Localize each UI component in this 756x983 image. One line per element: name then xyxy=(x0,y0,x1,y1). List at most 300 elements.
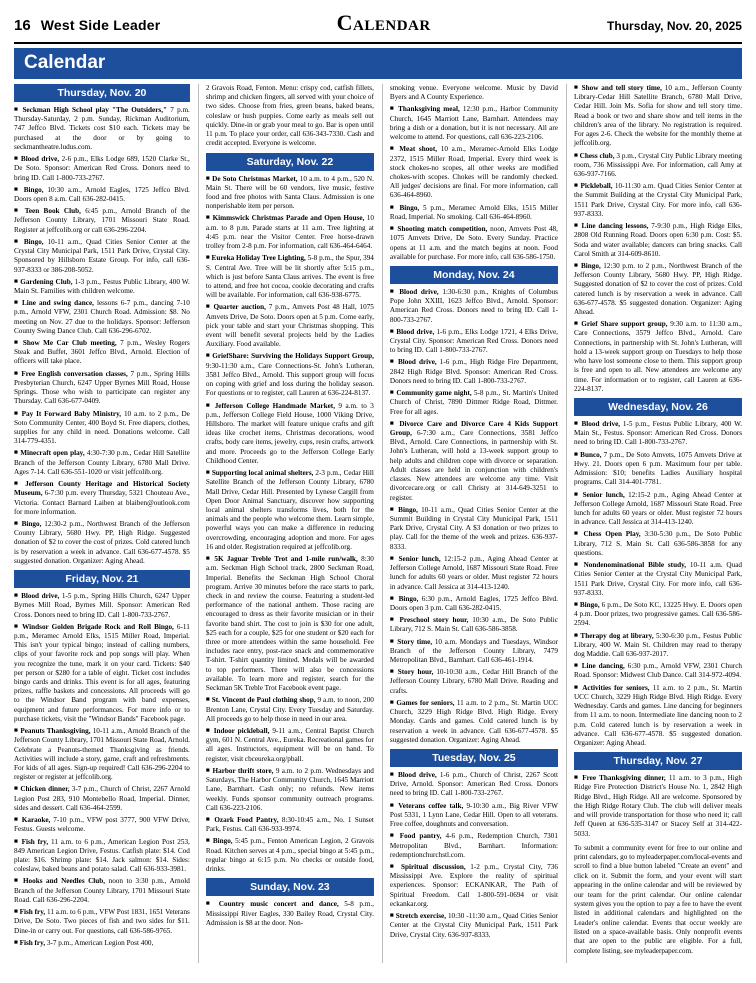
entry-title: Bingo, xyxy=(580,261,601,270)
entry-body: 7 p.m., De Soto Amvets, 1075 Amvets Drive at Hwy. 21. Doors open 6 p.m. Maximum four per table. Admission: $10; benefits Ladies Auxiliary hospital programs. Call 314-401-7781. xyxy=(573,450,742,487)
square-bullet-icon: ■ xyxy=(205,254,212,262)
entry-title: Chicken dinner, xyxy=(20,785,70,794)
column-container xyxy=(14,84,742,963)
entry-title: Blood drive, xyxy=(399,287,439,296)
square-bullet-icon: ■ xyxy=(14,409,22,417)
entry-body: 1-5 p.m., Festus Public Library, 400 W. Main St., Festus. Sponsor: American Red Cross. Donors need to bring ID. Call 1-800-733-2767. xyxy=(573,420,742,447)
calendar-entry xyxy=(574,530,742,558)
square-bullet-icon: ■ xyxy=(14,908,20,916)
square-bullet-icon: ■ xyxy=(14,592,22,600)
entry-title: Bingo, xyxy=(398,594,419,603)
square-bullet-icon: ■ xyxy=(389,668,398,676)
entry-body: 10 a.m. to 8 p.m. Parade starts at 11 a.m. Tree lighting at 4:45 p.m. near the Visitor Center. Free horse-drawn trolley from 2-8 p.m. For information, call 636-464-6464. xyxy=(205,214,374,251)
entry-title: Thanksgiving meal, xyxy=(398,105,460,114)
calendar-entry xyxy=(14,520,190,566)
entry-body: 6 p.m., De Soto KC, 13225 Hwy. E. Doors open 4 p.m. Door prizes, two progressive games. Call 636-586-2594. xyxy=(573,600,742,628)
day-heading: Friday, Nov. 21 xyxy=(14,570,190,588)
day-heading: Thursday, Nov. 20 xyxy=(14,84,190,102)
square-bullet-icon: ■ xyxy=(389,203,400,211)
square-bullet-icon: ■ xyxy=(573,600,580,608)
square-bullet-icon: ■ xyxy=(389,637,398,645)
square-bullet-icon: ■ xyxy=(205,469,212,477)
entry-title: Preschool story hour, xyxy=(399,616,469,625)
calendar-entry xyxy=(14,785,190,813)
calendar-entry xyxy=(390,288,558,325)
entry-body: 3 p.m., Crystal City Public Library meeting room, 736 Mississippi Ave. For information, call Amy at 636-937-7166. xyxy=(573,151,742,178)
calendar-entry xyxy=(14,816,190,834)
calendar-entry xyxy=(390,638,558,666)
entry-title: Bunco, xyxy=(580,450,602,459)
entry-body: 9 a.m. to 2 p.m. Wednesdays and Saturdays, The Harbor Community Church, 1645 Marriott Lane, Barnhart. Cash only; no refunds. New items weekly. Funds sponsor community outreach programs. Call 636-223-2106. xyxy=(205,766,374,812)
calendar-entry xyxy=(574,491,742,528)
calendar-entry xyxy=(390,225,558,262)
entry-title: GriefShare: Surviving the Holidays Support Group, xyxy=(212,352,374,361)
calendar-entry xyxy=(14,106,190,152)
calendar-entry xyxy=(390,699,558,745)
square-bullet-icon: ■ xyxy=(205,837,213,845)
square-bullet-icon: ■ xyxy=(14,369,22,377)
entry-body: 7 p.m., Wesley Rogers Steak and Buffet, 3601 Jeffco Blvd., Arnold. Election of officers will take place. xyxy=(14,339,190,366)
entry-title: Bingo, xyxy=(579,600,600,609)
entry-title: Senior lunch, xyxy=(582,490,625,499)
entry-body: 1-3 p.m., Festus Public Library, 400 W. Main St. Families with children welcome. xyxy=(14,277,190,295)
square-bullet-icon: ■ xyxy=(573,151,580,159)
square-bullet-icon: ■ xyxy=(14,837,22,845)
calendar-entry xyxy=(206,727,374,764)
entry-body: 4:30-7:30 p.m., Cedar Hill Satellite Branch of the Jefferson County Library, 6780 Mall Drive. Ages 7-14. Call 636-551-1020 or visit jeffcolib.org. xyxy=(14,449,190,476)
day-heading: Saturday, Nov. 22 xyxy=(206,153,374,171)
entry-body: 5:30-6:30 p.m., Festus Public Library, 400 W. Main St. Children may read to therapy dog Maddie. Call 636-937-2017. xyxy=(573,631,742,659)
calendar-entry xyxy=(206,175,374,212)
square-bullet-icon: ■ xyxy=(573,182,581,190)
calendar-column xyxy=(14,84,190,963)
square-bullet-icon: ■ xyxy=(389,358,398,366)
entry-body: noon to 3:30 p.m., Arnold Branch of the Jefferson County Library, 1701 Missouri State Road. Call 636-296-2204. xyxy=(14,877,190,904)
day-heading: Monday, Nov. 24 xyxy=(390,266,558,284)
entry-title: Blood drive, xyxy=(397,358,437,367)
entry-title: Ozark Food Pantry, xyxy=(214,815,279,824)
entry-body: 2 Gravois Road, Fenton. Menu: crispy cod, catfish fillets, shrimp and chicken fingers, all served with your choice of two sides. Choose from fries, green beans, baked beans, coleslaw or hush puppies. Come early as meals sell out quickly. Dine-in or grab your meal to go. Bar is open until 11 p.m. To place your order, call 636-343-7330. Cash and credit accepted. Everyone is welcome. xyxy=(205,84,374,148)
entry-title: Nondenominational Bible study, xyxy=(583,561,687,570)
square-bullet-icon: ■ xyxy=(573,490,583,498)
calendar-entry xyxy=(390,832,558,860)
square-bullet-icon: ■ xyxy=(14,519,22,527)
day-heading: Tuesday, Nov. 25 xyxy=(390,749,558,767)
calendar-entry xyxy=(206,84,374,149)
entry-body: 10-11 a.m., Quad Cities Senior Center at the Summit Building in Crystal City Municipal Park, 1511 Park Drive, Crystal City. A $3 donation or two prizes to play. Call for the theme of the week and prizes. 636-937-8333. xyxy=(389,505,558,551)
calendar-entry xyxy=(390,616,558,634)
entry-body: 9-10:30 a.m., Big River VFW Post 5331, 1 Lynn Lane, Cedar Hill. Open to all veterans. Free coffee, doughnuts and conversation. xyxy=(389,801,558,829)
entry-body: 9 a.m. to noon, 200 Brenton Lane, Crystal City. Every Tuesday and Saturday. All proceeds go to help those in need in our area. xyxy=(205,696,374,723)
entry-body: 7-10 p.m., VFW post 3777, 900 VFW Drive, Festus. Guests welcome. xyxy=(14,816,190,834)
entry-body: 7 p.m. Thursday-Saturday, 2 p.m. Sunday, Rickman Auditorium, 747 Jeffco Blvd. Tickets cost $10 each. Tickets may be purchased at the door or by going to seckmantheatre.ludus.com. xyxy=(14,106,190,151)
calendar-entry xyxy=(14,410,190,447)
calendar-entry xyxy=(206,469,374,552)
calendar-entry xyxy=(390,802,558,830)
square-bullet-icon: ■ xyxy=(14,449,21,457)
entry-title: Spiritual discussion, xyxy=(401,862,466,871)
calendar-column xyxy=(566,84,742,963)
day-heading: Wednesday, Nov. 26 xyxy=(574,398,742,416)
calendar-entry xyxy=(14,908,190,936)
square-bullet-icon: ■ xyxy=(14,727,21,735)
square-bullet-icon: ■ xyxy=(573,561,584,569)
section-heading: Calendar xyxy=(336,10,431,35)
calendar-entry xyxy=(14,186,190,204)
square-bullet-icon: ■ xyxy=(205,766,213,774)
calendar-entry xyxy=(14,207,190,235)
entry-title: Kimmswick Christmas Parade and Open House, xyxy=(212,214,365,223)
square-bullet-icon: ■ xyxy=(205,214,213,222)
calendar-entry xyxy=(14,155,190,183)
entry-title: Bingo, xyxy=(212,837,233,846)
entry-body: 8:30 a.m. Seckman High School track, 2800 Seckman Road, Imperial. Benefits the Seckman High School Choral program. Arrive 30 minutes before the race starts to park, check in and review the course. Featuring a student-led performance of the national anthem. Those racing are encouraged to dress as their favorite musician or in their favorite band shirt. The cost to join is $30 for one adult, $25 each for a couple, $25 for one student or $20 each for three or more attendees within the same household. Fee includes race entry, post-race snack and commemorative T-shirt. T-shirt quantity limited. Medals will be awarded to top performers. There will also be concessions available. To learn more and register, search for the Seckman 5K Treble Trot Facebook event page. xyxy=(205,555,374,693)
square-bullet-icon: ■ xyxy=(389,771,398,778)
paper-name: West Side Leader xyxy=(40,17,161,33)
entry-title: Veterans coffee talk, xyxy=(398,801,464,810)
entry-body: 11 a.m. to 6 p.m., VFW Post 1831, 1651 Veterans Drive, De Soto. Two pieces of fish and two sides for $11. Dine-in or carry out. For questions, call 636-586-9765. xyxy=(14,908,190,935)
calendar-entry xyxy=(14,939,190,948)
entry-title: Chess club, xyxy=(579,151,615,160)
square-bullet-icon: ■ xyxy=(389,801,399,809)
calendar-entry xyxy=(574,632,742,660)
square-bullet-icon: ■ xyxy=(205,727,214,734)
calendar-entry xyxy=(574,262,742,317)
square-bullet-icon: ■ xyxy=(389,145,400,153)
entry-body: 2-6 p.m., Elks Lodge 689, 1520 Clarke St., De Soto. Sponsor: American Red Cross. Donors need to bring ID. Call 1-800-733-2767. xyxy=(14,155,190,182)
calendar-entry xyxy=(390,420,558,503)
entry-title: St. Vincent de Paul clothing shop, xyxy=(211,696,316,705)
calendar-entry xyxy=(206,303,374,349)
square-bullet-icon: ■ xyxy=(573,683,583,691)
square-bullet-icon: ■ xyxy=(14,237,24,245)
entry-title: Jefferson College Handmade Market, xyxy=(214,401,335,410)
entry-title: Senior lunch, xyxy=(398,554,441,563)
entry-body: 9:30 a.m. to 11:30 a.m., Care Connections, 3579 Jeffco Blvd., Arnold. Care Connections, in partnership with St. John's Lutheran, will hold a 13-week support group on Tuesdays to help those who have lost someone close to them. This support group is free and open to all. New attendees are welcome any time. For information or to register, call Lauren at 636-224-8137. xyxy=(573,320,742,393)
entry-title: Pickleball, xyxy=(580,182,613,191)
square-bullet-icon: ■ xyxy=(14,185,24,193)
entry-title: Divorce Care and Divorce Care 4 Kids Support Group, xyxy=(389,419,558,437)
square-bullet-icon: ■ xyxy=(14,207,25,215)
entry-title: Stretch exercise, xyxy=(395,912,446,921)
entry-title: Jefferson County Heritage and Historical Society Museum, xyxy=(14,480,190,498)
square-bullet-icon: ■ xyxy=(14,339,23,347)
entry-title: Teen Book Club, xyxy=(24,207,81,216)
issue-date: Thursday, Nov. 20, 2025 xyxy=(607,19,742,33)
square-bullet-icon: ■ xyxy=(14,816,22,824)
entry-body: 1:30-6:30 p.m., Knights of Columbus Pope John XXIII, 1623 Jeffco Blvd., Arnold. Sponsor: American Red Cross. Donors need to bring ID. Call 1-800-733-2767. xyxy=(389,287,558,324)
calendar-entry xyxy=(14,877,190,905)
calendar-entry xyxy=(206,214,374,251)
calendar-column xyxy=(198,84,374,963)
entry-title: 5K Jaguar Treble Trot and 1-mile run/walk, xyxy=(214,555,358,564)
entry-body: 3:30-5:30 p.m., De Soto Public Library, 712 S. Main St. Call 636-586-3858 for any questions. xyxy=(573,530,742,557)
calendar-entry xyxy=(390,389,558,417)
square-bullet-icon: ■ xyxy=(14,480,26,488)
entry-body: 10-11 a.m. Quad Cities Senior Center at the Crystal City Municipal Park, 1511 Park Drive, Crystal City. For more info, call 636-937-8333. xyxy=(573,561,742,597)
masthead xyxy=(14,10,742,40)
entry-body: 12:15-2 p.m., Aging Ahead Center at Jefferson College Arnold, 1687 Missouri State Road. Free lunch for adults 60 years or older. Must register 72 hours in advance. Call Jessica at 314-413-1240. xyxy=(389,554,558,591)
entry-title: Meat shoot, xyxy=(399,145,438,154)
calendar-entry xyxy=(390,555,558,592)
calendar-entry xyxy=(574,420,742,448)
square-bullet-icon: ■ xyxy=(389,616,400,624)
square-bullet-icon: ■ xyxy=(573,450,581,458)
entry-body: 7 p.m., Amvets Post 48 Hall, 1075 Amvets Drive, De Soto. Doors open at 5 p.m. Come early, pick your table and start your Christmas shopping. This event will benefit several projects held by the Ladies Auxiliary. Food available. xyxy=(205,303,374,349)
square-bullet-icon: ■ xyxy=(14,785,21,793)
entry-title: Windsor Golden Brigade Rock and Roll Bingo, xyxy=(22,622,174,631)
entry-title: Blood drive, xyxy=(397,771,437,779)
calendar-entry xyxy=(574,182,742,219)
entry-title: Seckman High School play "The Outsiders," xyxy=(22,106,168,114)
entry-body: 11 a.m. to 6 p.m., American Legion Post 253, 849 American Legion Drive, Festus. Catfish plate: $14. Cod plate: $16. Shrimp plate: $14. Jack salmon: $14. Sides: coleslaw, baked beans and potato salad. Call 636-933-3981. xyxy=(14,837,190,874)
calendar-entry xyxy=(574,320,742,394)
entry-title: Line and swing dance, xyxy=(21,299,94,308)
entry-body: 1-2 p.m., Crystal City, 736 Mississippi Ave. Explore the reality of spiritual experiences. Sponsor: ECKANKAR, The Path of Spiritual Freedom. Call 1-800-591-0694 or visit eckankar.org. xyxy=(389,862,558,908)
entry-body: 3-7 p.m., American Legion Post 400, xyxy=(45,938,154,947)
entry-body: 2-3 p.m., Cedar Hill Satellite Branch of the Jefferson County Library, 6780 Mall Drive, Cedar Hill. Presented by Lynese Cargill from Open Door Animal Sanctuary, discover how supporting local animal shelters transforms lives, both for the animals and the people who welcome them. Learn simple, powerful ways you can make a difference in reducing overcrowding, encouraging adoption and more. For ages 16 and older. Registration required at jeffcolib.org. xyxy=(205,469,374,551)
entry-body: 12:30-2 p.m., Northwest Branch of the Jefferson County Library, 5680 Hwy. PP, High Ridge. Suggested donation of $2 to cover the cost of prizes. Cold catered lunch is by reservation a week in advance. Call 636-677-4578. $5 suggested donation. Organizer: Aging Ahead. xyxy=(14,519,190,565)
entry-body: 6-11 p.m., Meramec Arnold Elks, 1515 Miller Road, Imperial. This isn't your typical bingo; instead of calling numbers, clips of your favorite rock and pop songs will play. When you recognize the tune, mark it on your card. Tickets: $40 per person or $280 for a table of eight. Ticket cost includes bingo cards and drinks. This event is for all ages, featuring prizes, raffle baskets and concessions. All proceeds will go to the Windsor Band program with band expenses, equipment and future performances. For more info or to purchase tickets, visit the "Windsor Bands" Facebook page. xyxy=(14,622,190,723)
calendar-entry xyxy=(574,152,742,180)
square-bullet-icon: ■ xyxy=(573,662,582,670)
calendar-entry xyxy=(14,339,190,367)
entry-body: 8:30-10:45 a.m., No. 1 Sunset Park, Festus. Call 636-933-9974. xyxy=(205,815,374,834)
entry-title: Country music concert and dance, xyxy=(218,900,339,909)
calendar-entry xyxy=(14,623,190,724)
entry-title: Games for seniors, xyxy=(396,698,455,707)
square-bullet-icon: ■ xyxy=(389,419,400,427)
square-bullet-icon: ■ xyxy=(14,622,23,630)
entry-body: 9-11 a.m., Central Baptist Church gym, 601 N. Central Ave., Eureka. Recreational games for all ages. Instructors, equipment will be on hand. To register, visit cbceureka.org/pball. xyxy=(205,727,374,763)
calendar-entry xyxy=(14,727,190,782)
entry-title: De Soto Christmas Market, xyxy=(212,174,298,183)
square-bullet-icon: ■ xyxy=(14,299,22,307)
square-bullet-icon: ■ xyxy=(205,401,215,409)
calendar-entry xyxy=(390,145,558,200)
entry-body: 1-5 p.m., Spring Hills Church, 6247 Upper Byrnes Mill Road, Byrnes Mill. Sponsor: American Red Cross. Donors need to bring ID. Call 1-800-733-2767. xyxy=(14,592,190,619)
entry-title: Blood drive, xyxy=(581,420,621,428)
square-bullet-icon: ■ xyxy=(573,320,582,328)
calendar-entry xyxy=(390,204,558,222)
square-bullet-icon: ■ xyxy=(205,174,213,182)
entry-body: To submit a community event for free to our online and print calendars, go to myleaderpaper.com/local-events and scroll to find a blue button labeled "Create an event" and click on it. Submit the form, and your event will start appearing in the online calendar and will be reviewed by our team for the print calendar. Our online calendar system gives you the option to pay a fee to have the event listed in additional calendars and highlighted on the Leader's online calendar. Events that occur weekly are listed on a space-available basis. Only nonprofit events that are open to the public are eligible. For a full, complete listing, see myleaderpaper.com. xyxy=(573,843,742,955)
calendar-entry xyxy=(206,555,374,693)
entry-body: 6:30 p.m., Arnold Eagles, 1725 Jeffco Blvd. Doors open 3 p.m. Call 636-282-0415. xyxy=(389,594,558,612)
calendar-entry xyxy=(206,837,374,874)
entry-body: 9:30-11:30 a.m., Care Connections-St. John's Lutheran, 3581 Jeffco Blvd., Arnold. This support group will focus on coping with grief and loss during the holiday season. For questions or to register, call Lauren at 636-224-8137. xyxy=(205,361,374,398)
square-bullet-icon: ■ xyxy=(573,530,584,538)
entry-body: 9 a.m. to 3 p.m., Jefferson College Field House, 1000 Viking Drive, Hillsboro. The market will feature unique crafts and gift ideas like crochet items, Christmas decorations, wood crafts, body care items, jewelry, cups, resin crafts, artwork and more. Proceeds go to the Jefferson College Early Childhood Center. xyxy=(205,401,374,465)
entry-body: 10:30 -11:30 a.m., Quad Cities Senior Center at the Crystal City Municipal Park, 1511 Park Drive, Crystal City. 636-937-8333. xyxy=(389,912,558,939)
entry-title: Blood drive, xyxy=(21,592,60,601)
banner-rule xyxy=(14,78,742,79)
square-bullet-icon: ■ xyxy=(389,698,397,706)
entry-body: 10-11 a.m., Quad Cities Senior Center at the Crystal City Municipal Park, 1511 Park Drive, Crystal City. Sponsored by Hillsboro Estate Group. For info, call 636-937-8333 or 386-208-5052. xyxy=(14,237,190,274)
calendar-entry xyxy=(574,774,742,839)
entry-body: noon, Amvets Post 48, 1075 Amvets Drive, De Soto. Every Sunday. Practice opens at 11 a.m. and the match begins at noon. Food available for purchase. For more info, call 636-586-1750. xyxy=(389,225,558,261)
calendar-entry xyxy=(206,816,374,834)
entry-title: Food pantry, xyxy=(399,832,442,841)
square-bullet-icon: ■ xyxy=(14,877,23,885)
entry-body: 6:30 p.m., Arnold VFW, 2301 Church Road. Sponsor: Midwest Club Dance. Call 314-972-4094. xyxy=(573,662,742,680)
entry-body: 3-7 p.m., Church of Christ, 2267 Arnold Legion Post 283, 910 Montebello Road, Imperial. Dinner, sides and dessert. Call 636-464-2599. xyxy=(14,785,190,812)
square-bullet-icon: ■ xyxy=(573,84,582,91)
entry-body: 10 a.m. to 4 p.m., 520 N. Main St. There will be 60 vendors, live music, festive food and free photos with Santa Claus. Admission is one nonperishable item per person. xyxy=(205,174,374,211)
entry-body: 5:45 p.m., Fenton American Legion, 2 Gravois Road. Kitchen serves at 4 p.m., special bingo at 5:45 p.m., regular bingo at 6:15 p.m. No checks or outside food, drinks. xyxy=(205,837,374,874)
entry-title: Fish fry, xyxy=(19,908,46,917)
calendar-entry xyxy=(390,771,558,799)
entry-title: Pay It Forward Baby Ministry, xyxy=(21,409,122,418)
entry-body: 1-6 p.m., Elks Lodge 1721, 4 Elks Drive, Crystal City. Sponsor: American Red Cross. Donors need to bring ID. Call 1-800-733-2767. xyxy=(389,327,558,355)
entry-body: 10:30 a.m., Arnold Eagles, 1725 Jeffco Blvd. Doors open 8 a.m. Call 636-282-0415. xyxy=(14,185,190,203)
entry-title: Story time, xyxy=(397,637,433,646)
calendar-entry xyxy=(206,352,374,398)
calendar-entry xyxy=(390,105,558,142)
entry-body: smoking venue. Everyone welcome. Music by David Byers and A County Experience. xyxy=(389,84,558,102)
entry-title: Activities for seniors, xyxy=(582,683,650,692)
entry-body: 12:30 p.m. to 2 p.m., Northwest Branch of the Jefferson County Library, 5680 Hwy. PP, High Ridge. Suggested donation of $2 to cover the cost of prizes. Cold catered lunch is by reservation a week in advance. Call 636-677-4578. $5 suggested donation. Organizer: Aging Ahead. xyxy=(573,261,742,317)
entry-title: Show and tell story time, xyxy=(581,84,662,92)
calendar-entry xyxy=(390,595,558,613)
entry-body: 10:30 a.m., De Soto Public Library, 712 S. Main St. Call 636-586-3858. xyxy=(389,616,558,634)
square-bullet-icon: ■ xyxy=(389,105,399,113)
entry-title: Free Thanksgiving dinner, xyxy=(582,774,666,783)
entry-title: Bingo, xyxy=(23,237,44,246)
entry-title: Minecraft open play, xyxy=(20,449,85,458)
entry-body: 5-8 p.m., Mississippi River Eagles, 330 Bailey Road, Crystal City. Admission is $8 at the door. Non- xyxy=(205,900,374,927)
square-bullet-icon: ■ xyxy=(205,555,215,563)
calendar-entry xyxy=(390,912,558,940)
calendar-banner: Calendar xyxy=(14,48,742,78)
entry-title: Karaoke, xyxy=(21,816,51,825)
entry-body: 5 p.m., Meramec Arnold Elks, 1515 Miller Road, Imperial. No smoking. Call 636-464-8960. xyxy=(389,203,558,221)
entry-body: 10 a.m., Jefferson County Library-Cedar Hill Satellite Branch, 6780 Mall Drive, Cedar Hill. Join Ms. Sofia for show and tell story time. Read a book or two and share show and tell items in the children's area of the library. No registration is required. For ages 2-6. Check the website for the monthly theme at jeffcolib.org. xyxy=(573,84,742,148)
square-bullet-icon: ■ xyxy=(389,554,399,562)
square-bullet-icon: ■ xyxy=(573,774,583,782)
calendar-entry xyxy=(390,358,558,386)
calendar-entry xyxy=(14,278,190,296)
calendar-entry xyxy=(390,506,558,552)
entry-title: Line dancing lessons, xyxy=(581,222,649,231)
entry-title: Indoor pickleball, xyxy=(213,727,270,735)
masthead-left xyxy=(14,17,160,34)
calendar-entry xyxy=(206,254,374,300)
square-bullet-icon: ■ xyxy=(389,832,400,840)
entry-title: Bingo, xyxy=(398,505,418,514)
calendar-entry xyxy=(14,838,190,875)
entry-title: Line dancing, xyxy=(581,662,625,671)
square-bullet-icon: ■ xyxy=(389,862,401,870)
entry-title: Bingo, xyxy=(21,519,42,528)
square-bullet-icon: ■ xyxy=(389,225,398,233)
entry-body: 10 a.m., Meramec-Arnold Elks Lodge 2372, 1515 Miller Road, Imperial. Every third week is stock chokes-no scopes, all other weeks are modified chokes-with scopes. Chokes will be randomly checked. All judges' decisions are final. For more information, call 636-464-8960. xyxy=(389,145,558,200)
entry-body: 7 p.m., Spring Hills Presbyterian Church, 6247 Upper Byrnes Mill Road, House Springs. Those who wish to participate can register any Thursday. Call 636-677-0409. xyxy=(14,369,190,406)
square-bullet-icon: ■ xyxy=(205,900,219,908)
entry-body: 7-9:30 p.m., High Ridge Elks, 2808 Old Running Road. Doors open 6:30 p.m. Cost: $5. Soda and water available; dancers can bring snacks. Call Carol Smith at 314-609-8610. xyxy=(573,222,742,258)
calendar-column xyxy=(382,84,558,963)
entry-title: Supporting local animal shelters, xyxy=(211,469,314,478)
calendar-entry xyxy=(390,668,558,696)
entry-title: Therapy dog at library, xyxy=(580,631,654,640)
calendar-entry xyxy=(14,370,190,407)
entry-body: 4-6 p.m., Redemption Church, 7301 Metropolitan Blvd., Barnhart. Information: redemptionchurchstl.com. xyxy=(389,832,558,859)
entry-title: Peanuts Thanksgiving, xyxy=(20,727,91,736)
entry-body: 11 a.m. to 2 p.m., St. Martin UCC Church, 3229 High Ridge Blvd. High Ridge. Every Monday. Cards and games. Cold catered lunch is by reservation a week in advance. Call 636-677-4578. $5 suggested donation. Organizer: Aging Ahead. xyxy=(389,698,558,744)
masthead-rule xyxy=(14,42,742,44)
square-bullet-icon: ■ xyxy=(573,631,581,639)
square-bullet-icon: ■ xyxy=(389,594,399,602)
entry-title: Hooks and Needles Club, xyxy=(22,877,106,886)
entry-body: 1-6 p.m., High Ridge Fire Department, 2842 High Ridge Blvd. Sponsor: American Red Cross. Donors need to bring ID. Call 1-800-733-2767. xyxy=(389,358,558,385)
entry-title: Quarter auction, xyxy=(213,303,266,312)
entry-body: 10-11 a.m., Arnold Branch of the Jefferson County Library, 1701 Missouri State Road, Arnold. Celebrate a Peanuts-themed Thanksgiving as friends. Activities will include a story, game, craft and refreshments. For kids of all ages. Sign-up required! Call 636-296-2204 to register or register at jeffcolib.org. xyxy=(14,727,190,782)
day-heading: Thursday, Nov. 27 xyxy=(574,752,742,770)
entry-title: Grief Share support group, xyxy=(581,320,668,329)
calendar-entry xyxy=(14,299,190,336)
entry-title: Gardening Club, xyxy=(20,277,73,286)
square-bullet-icon: ■ xyxy=(573,420,582,427)
calendar-entry xyxy=(206,402,374,467)
entry-title: Eureka Holiday Tree Lighting, xyxy=(211,254,306,263)
entry-title: Bingo, xyxy=(399,203,420,212)
square-bullet-icon: ■ xyxy=(205,303,214,311)
entry-title: Community game night, xyxy=(396,389,472,398)
entry-body: 11 a.m. to 2 p.m., St. Martin UCC Church, 3229 High Ridge Blvd. High Ridge. Every Wednesday. Cards and games. Line dancing for beginners from 11 a.m. to noon. Intermediate line dancing noon to 2 p.m. Cold catered lunch is by reservation a week in advance. Call 636-677-4578. $5 suggested donation. Organizer: Aging Ahead. xyxy=(573,683,742,747)
entry-title: Shooting match competition, xyxy=(397,225,488,234)
entry-title: Chess Open Play, xyxy=(583,530,641,539)
entry-body: 12:15-2 p.m., Aging Ahead Center at Jefferson College Arnold, 1687 Missouri State Road. Free lunch for adults 60 years or older. Must register 72 hours in advance. Call Jessica at 314-413-1240. xyxy=(573,490,742,527)
calendar-entry xyxy=(574,601,742,629)
entry-body: 5-8 p.m., the Spur, 394 S. Central Ave. Tree will be lit shortly after 5:15 p.m., which is just before Santa Claus arrives. The event is free to attend, and free hot cocoa, cookie decorating and crafts will be available. For information, call 636-938-6775. xyxy=(205,254,374,300)
calendar-entry xyxy=(14,238,190,275)
entry-body: 10-11:30 a.m. Quad Cities Senior Center at the Summit Building at the Crystal City Municipal Park, 1511 Park Drive, Crystal City. For more info, call 636-937-8333. xyxy=(573,182,742,218)
square-bullet-icon: ■ xyxy=(389,287,400,295)
calendar-footnote xyxy=(574,844,742,956)
calendar-entry xyxy=(574,662,742,680)
square-bullet-icon: ■ xyxy=(205,696,212,704)
entry-title: Harbor thrift store, xyxy=(212,766,274,775)
square-bullet-icon: ■ xyxy=(14,938,20,946)
entry-title: Fish fry, xyxy=(21,837,49,846)
page-number: 16 xyxy=(14,17,31,34)
calendar-entry xyxy=(14,449,190,477)
calendar-entry xyxy=(206,900,374,928)
square-bullet-icon: ■ xyxy=(389,327,397,335)
square-bullet-icon: ■ xyxy=(14,155,21,163)
calendar-entry xyxy=(574,222,742,259)
entry-title: Blood drive, xyxy=(396,327,435,336)
entry-body: 10 a.m. Mondays and Tuesdays, Windsor Branch of the Jefferson County Library, 7479 Metropolitan Blvd., Barnhart. Call 636-461-1914. xyxy=(389,637,558,665)
calendar-entry xyxy=(390,863,558,909)
entry-body: 1-6 p.m., Church of Christ, 2267 Scott Drive, Arnold. Sponsor: American Red Cross. Donors need to bring ID. Call 1-800-733-2767. xyxy=(389,771,558,798)
calendar-entry xyxy=(574,684,742,749)
square-bullet-icon: ■ xyxy=(14,277,21,285)
entry-title: Bingo, xyxy=(23,185,44,194)
entry-body: 6-7:30 a.m., Care Connections, 3581 Jeffco Blvd., Arnold. Care Connections, in partnership with St. John's Lutheran, will hold a 13-week support group to help adults and children cope with divorce or separation. Adult classes are held in conjunction with children's classes. New attendees are welcome any time. Visit divorcecare.org or call Christy at 314-649-3251 to register. xyxy=(389,429,558,502)
square-bullet-icon: ■ xyxy=(205,815,215,823)
entry-body: 12:30 p.m., Harbor Community Church, 1645 Marriott Lane, Barnhart. Attendees may bring a dish or a donation, but it is not necessary. All are welcome to attend. For questions, call 636-223-2106. xyxy=(389,105,558,142)
square-bullet-icon: ■ xyxy=(205,352,213,360)
entry-title: Free English conversation classes, xyxy=(21,369,128,378)
square-bullet-icon: ■ xyxy=(573,222,582,230)
entry-body: 10-10:30 a.m., Cedar Hill Branch of the Jefferson County Library, 6780 Mall Drive. Reading and crafts. xyxy=(389,668,558,695)
entry-body: lessons 6-7 p.m., dancing 7-10 p.m., Arnold VFW, 2301 Church Road. Admission: $8. No meeting on Nov. 27 due to the holidays. Sponsor: Jefferson County Swing Dance Club. Call 636-296-6702. xyxy=(14,299,190,335)
entry-body: 10 a.m. to 2 p.m., De Soto Community Center, 400 Boyd St. Free diapers, clothes, supplies for any child in need. Donations welcome. Call 314-779-4351. xyxy=(14,409,190,446)
entry-title: Show Me Car Club meeting, xyxy=(22,339,117,348)
calendar-entry xyxy=(574,451,742,488)
entry-body: 11 a.m. to 3 p.m., High Ridge Fire Protection District's House No. 1, 2842 High Ridge Blvd., High Ridge. All are welcome. Sponsored by the High Ridge Rotary Club. The club will deliver meals and will provide transportation for those who need it; call Jeff Queen at 636-535-3147 or Stacey Self at 314-422-5033. xyxy=(573,774,742,838)
